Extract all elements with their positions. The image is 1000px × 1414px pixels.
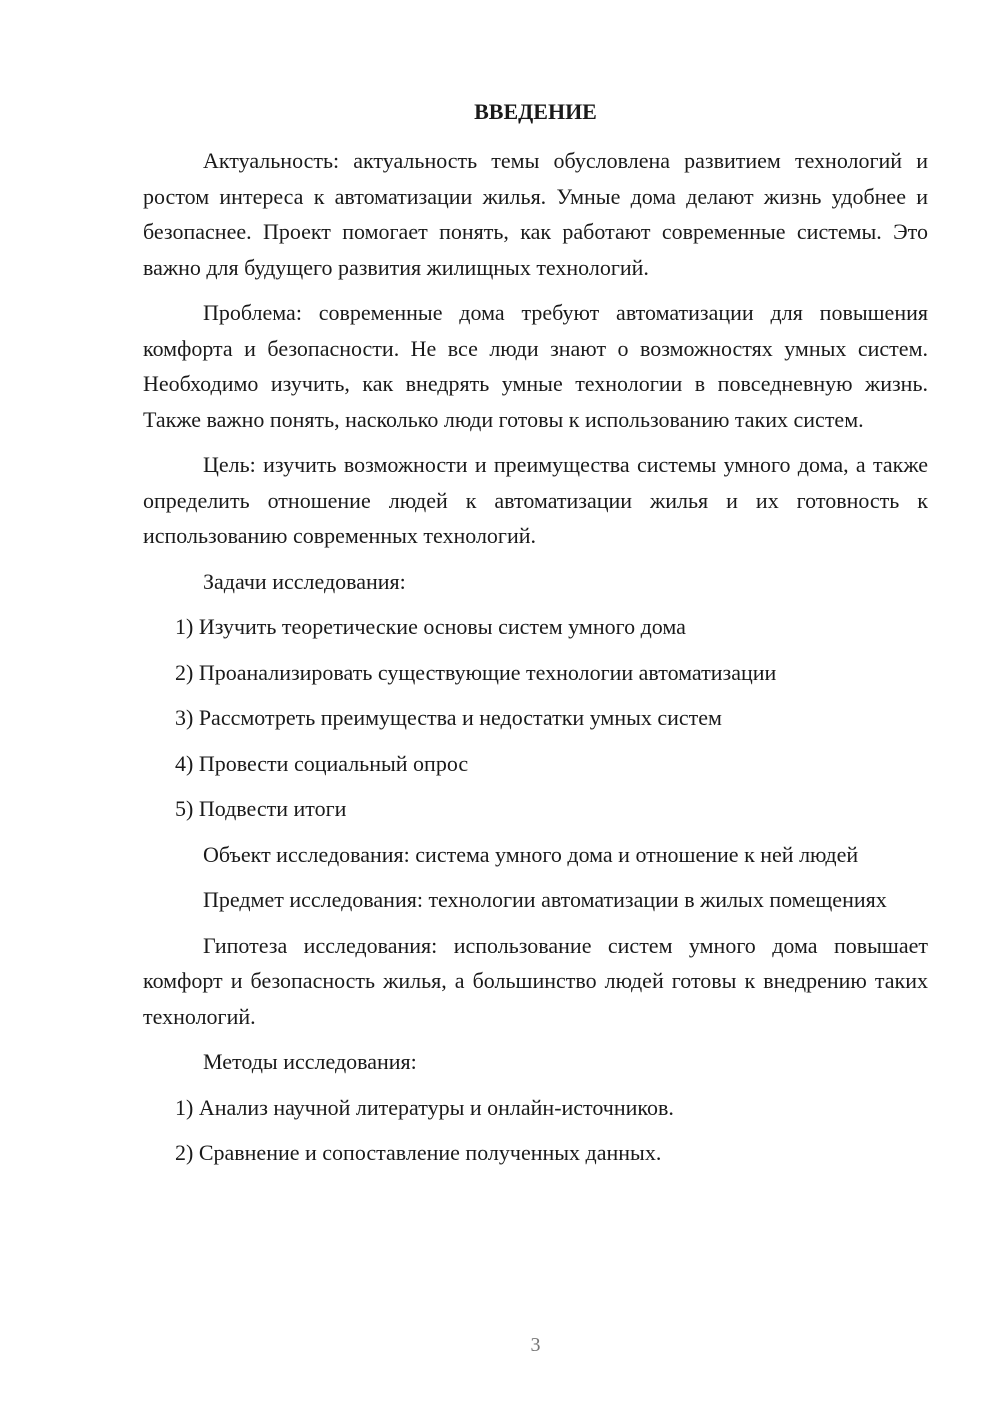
document-page xyxy=(143,0,928,1414)
page-title: ВВЕДЕНИЕ xyxy=(474,99,597,124)
list-item-task: 4) Провести социальный опрос xyxy=(175,750,469,776)
paragraph-relevance: Актуальность: актуальность темы обусловлена развитием технологий и ростом интереса к автоматизации жилья. Умные дома делают жизнь удобнее и безопаснее. Проект помогает понять, как работают современные системы. Это важно для будущего развития жилищных технологий. xyxy=(143,148,928,280)
list-item-task: 2) Проанализировать существующие технологии автоматизации xyxy=(175,659,777,685)
paragraph-problem: Проблема: современные дома требуют автоматизации для повышения комфорта и безопасности. Не все люди знают о возможностях умных систем. Необходимо изучить, как внедрять умные технологии в повседневную жизнь. Также важно понять, насколько люди готовы к использованию таких систем. xyxy=(143,300,928,432)
paragraph-object: Объект исследования: система умного дома и отношение к ней людей xyxy=(203,841,859,867)
paragraph-tasks-heading: Задачи исследования: xyxy=(203,568,406,594)
list-item-method: 2) Сравнение и сопоставление полученных данных. xyxy=(175,1140,662,1165)
paragraph-goal: Цель: изучить возможности и преимущества системы умного дома, а также определить отношение людей к автоматизации жилья и их готовность к использованию современных технологий. xyxy=(143,452,928,548)
list-item-task: 5) Подвести итоги xyxy=(175,796,347,821)
page-body xyxy=(143,143,928,1181)
paragraph-methods-heading: Методы исследования: xyxy=(203,1049,417,1074)
page-number: 3 xyxy=(530,1334,541,1356)
list-item-task: 1) Изучить теоретические основы систем умного дома xyxy=(175,614,686,639)
list-item-method: 1) Анализ научной литературы и онлайн-источников. xyxy=(175,1094,674,1120)
list-item-task: 3) Рассмотреть преимущества и недостатки умных систем xyxy=(175,705,722,730)
paragraph-hypothesis: Гипотеза исследования: использование систем умного дома повышает комфорт и безопасность жилья, а большинство людей готовы к внедрению таких технологий. xyxy=(143,932,928,1029)
paragraph-subject: Предмет исследования: технологии автоматизации в жилых помещениях xyxy=(203,887,887,912)
